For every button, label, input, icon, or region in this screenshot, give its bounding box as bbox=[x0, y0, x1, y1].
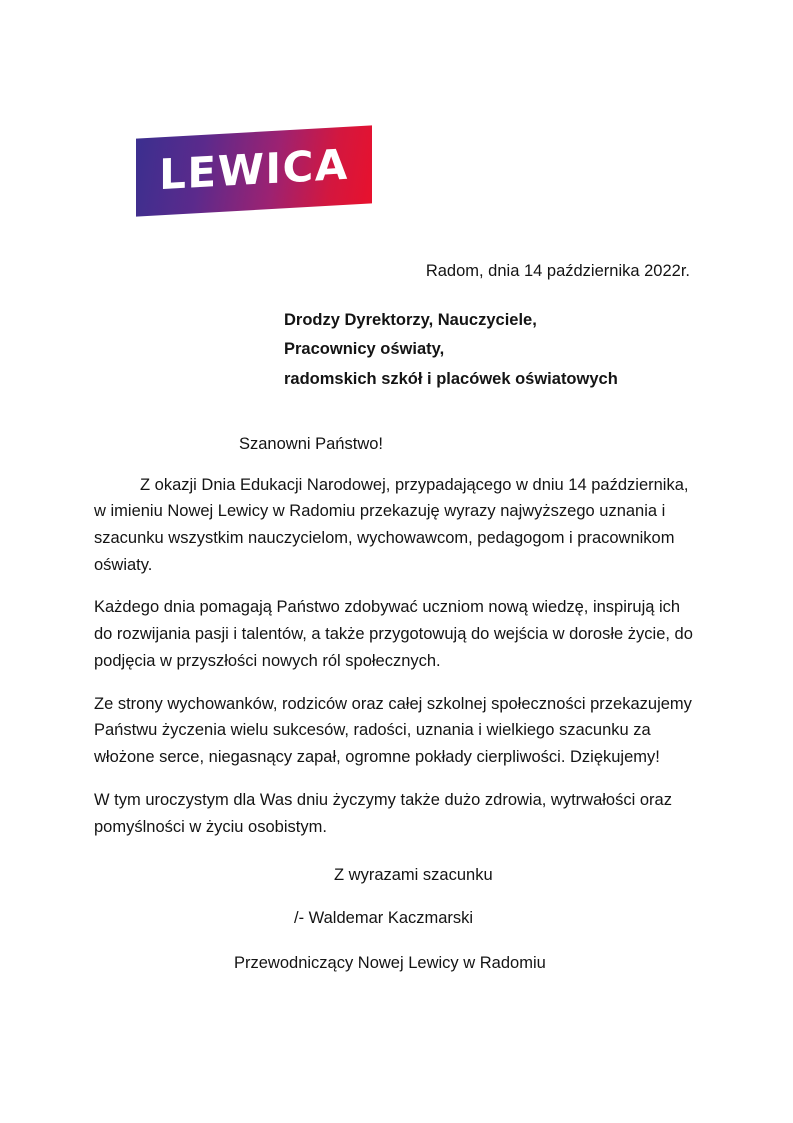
addressee-line-1: Drodzy Dyrektorzy, Nauczyciele, bbox=[284, 310, 537, 329]
lewica-logo bbox=[136, 132, 376, 214]
addressee-line-3: radomskich szkół i placówek oświatowych bbox=[284, 370, 618, 389]
place-and-date: Radom, dnia 14 października 2022r. bbox=[425, 262, 690, 280]
addressee-block bbox=[94, 307, 694, 393]
paragraph-2: Każdego dnia pomagają Państwo zdobywać uczniom nową wiedzę, inspirują ich do rozwijania pasji i talentów, a także przygotowują do wejścia w dorosłe życie, do podjęcia w przyszłości nowych ról społecznych. bbox=[94, 598, 693, 670]
closing-line: Z wyrazami szacunku bbox=[334, 866, 493, 885]
letter-body bbox=[94, 258, 694, 976]
signatory-role: Przewodniczący Nowej Lewicy w Radomiu bbox=[234, 953, 546, 972]
paragraph-3: Ze strony wychowanków, rodziców oraz całej szkolnej społeczności przekazujemy Państwu życzenia wielu sukcesów, radości, uznania i wielkiego szacunku za włożone serce, niegasnący zapał, ogromne pokłady cierpliwości. Dziękujemy! bbox=[94, 694, 692, 767]
logo-text: LEWICA bbox=[159, 139, 349, 200]
paragraph-1: Z okazji Dnia Edukacji Narodowej, przypadającego w dniu 14 października, w imieniu Nowej Lewicy w Radomiu przekazuję wyrazy najwyższego uznania i szacunku wszystkim nauczycielom, wychowawcom, pedagogom i pracownikom oświaty. bbox=[94, 475, 689, 574]
addressee-line-2: Pracownicy oświaty, bbox=[284, 340, 445, 359]
paragraph-4: W tym uroczystym dla Was dniu życzymy także dużo zdrowia, wytrwałości oraz pomyślności w życiu osobistym. bbox=[94, 790, 672, 836]
salutation: Szanowni Państwo! bbox=[239, 434, 383, 453]
signature-line: /- Waldemar Kaczmarski bbox=[294, 908, 474, 927]
